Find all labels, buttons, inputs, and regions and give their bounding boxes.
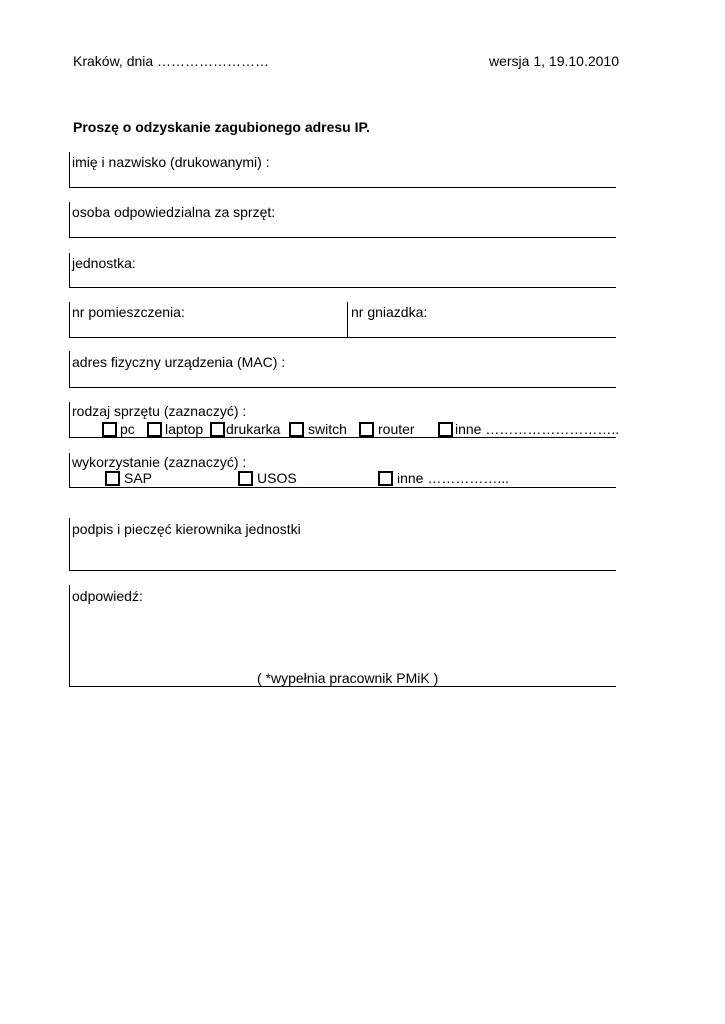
mac-field[interactable] bbox=[69, 351, 616, 388]
place-date: Kraków, dnia …………………… bbox=[73, 53, 270, 69]
mac-label: adres fizyczny urządzenia (MAC) : bbox=[72, 354, 286, 370]
form-title: Proszę o odzyskanie zagubionego adresu IP. bbox=[73, 119, 370, 135]
laptop-option-label: laptop bbox=[165, 421, 204, 437]
room-label: nr pomieszczenia: bbox=[72, 304, 185, 320]
responsible-label: osoba odpowiedzialna za sprzęt: bbox=[72, 204, 276, 220]
room-socket-divider bbox=[347, 302, 348, 338]
unit-label: jednostka: bbox=[72, 255, 136, 271]
version-label: wersja 1, 19.10.2010 bbox=[489, 53, 619, 69]
signature-label: podpis i pieczęć kierownika jednostki bbox=[72, 521, 301, 537]
router-checkbox[interactable] bbox=[359, 422, 374, 437]
socket-label: nr gniazdka: bbox=[351, 304, 428, 320]
pc-checkbox[interactable] bbox=[102, 422, 117, 437]
usos-checkbox[interactable] bbox=[238, 471, 253, 486]
printer-option-label: drukarka bbox=[226, 421, 281, 437]
responsible-field[interactable] bbox=[69, 202, 616, 238]
usage-label: wykorzystanie (zaznaczyć) : bbox=[72, 454, 247, 470]
laptop-checkbox[interactable] bbox=[147, 422, 162, 437]
pc-option-label: pc bbox=[120, 421, 135, 437]
name-label: imię i nazwisko (drukowanymi) : bbox=[72, 154, 270, 170]
other-usage-checkbox[interactable] bbox=[378, 471, 393, 486]
other-equipment-checkbox[interactable] bbox=[438, 422, 453, 437]
sap-option-label: SAP bbox=[124, 470, 153, 486]
sap-checkbox[interactable] bbox=[105, 471, 120, 486]
equipment-type-label: rodzaj sprzętu (zaznaczyć) : bbox=[72, 403, 247, 419]
router-option-label: router bbox=[378, 421, 415, 437]
answer-label: odpowiedź: bbox=[72, 588, 143, 604]
answer-note: ( *wypełnia pracownik PMiK ) bbox=[257, 670, 439, 686]
usos-option-label: USOS bbox=[257, 470, 297, 486]
switch-checkbox[interactable] bbox=[289, 422, 304, 437]
name-field[interactable] bbox=[69, 152, 616, 188]
socket-field[interactable] bbox=[349, 302, 615, 336]
printer-checkbox[interactable] bbox=[210, 422, 225, 437]
other-usage-option-label: inne ……………... bbox=[397, 470, 510, 486]
switch-option-label: switch bbox=[308, 421, 347, 437]
unit-field[interactable] bbox=[69, 253, 616, 288]
other-equipment-option-label: inne ……………………….. bbox=[455, 421, 620, 437]
signature-field[interactable] bbox=[69, 518, 616, 571]
